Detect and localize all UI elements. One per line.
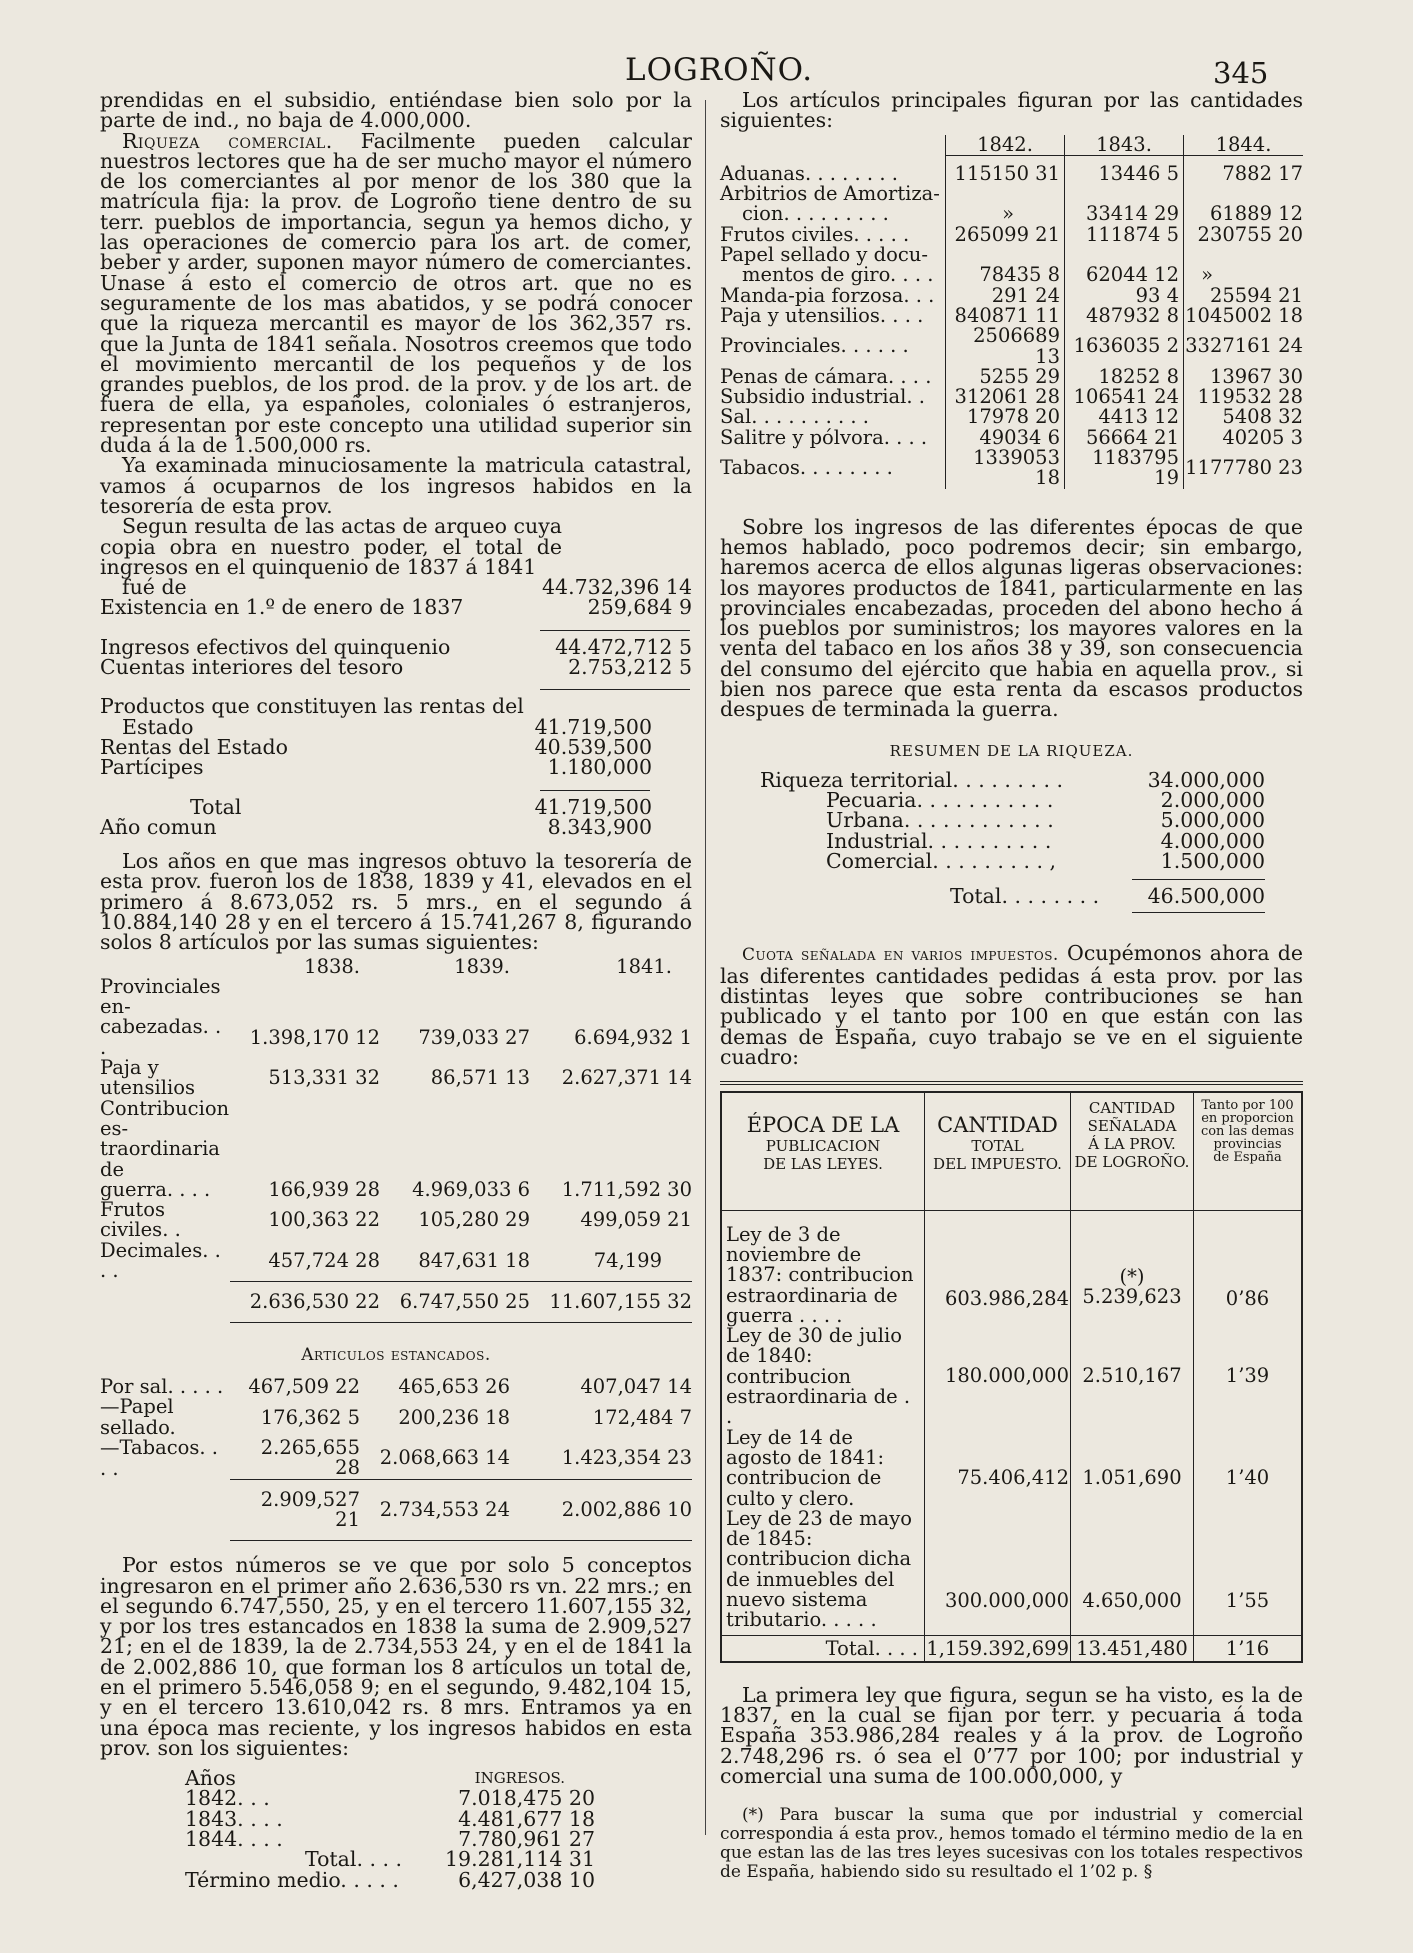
- table-row: Arbitrios de Amortiza-: [720, 184, 1303, 204]
- table-row: —Tabacos. . . . 2.265,655 28 2.068,663 14 1.423,354 23: [100, 1436, 692, 1480]
- table-row: —Papel sellado. 176,362 5 200,236 18 172,484 7: [100, 1395, 692, 1439]
- table-row: Decimales. . . . 457,724 28 847,631 18 74,199: [100, 1238, 662, 1283]
- estancados-table: [100, 1377, 692, 1541]
- ley-row: Ley de 14 de agosto de 1841: contribucion de culto y clero. 75.406,412 1.051,690 1’40: [721, 1428, 1302, 1509]
- estos-numeros-paragraph: Por estos números se ve que por solo 5 conceptos ingresaron en el primer año 2.636,530 rs vn. 22 mrs.; en el segundo 6.747,550, 25, y en el tercero 11.607,155 32, y por los tres estancados en 1838 la suma de 2.909,527 21; en el de 1839, la de 2.734,553 24, y en el de 1841 la de 2.002,886 10, que forman los 8 artículos un total de, en el primero 5.546,058 9; en el segundo, 9.482,104 15, y en el tercero 13.610,042 rs. 8 mrs. Entramos ya en una época mas reciente, y los ingresos habidos en esta prov. son los siguientes:: [100, 1553, 692, 1760]
- years-header: 1842. 1843. 1844.: [720, 135, 1303, 156]
- years-table: [100, 954, 692, 1324]
- acc-row: fué de 44.732,396 14: [122, 575, 692, 600]
- table-row: Salitre y pólvora. . . . 49034 6 56664 21 40205 3: [720, 425, 1303, 449]
- table-row: Término medio. . . . . 6,427,038 10: [185, 1867, 595, 1892]
- acc-row: Productos que constituyen las rentas del: [100, 694, 524, 719]
- acc-row: Existencia en 1.º de enero de 1837 259,684 9: [100, 595, 692, 620]
- rule: [720, 1081, 1303, 1085]
- acc-row: Año comun 8.343,900: [100, 814, 652, 839]
- arqueo-paragraph: Segun resulta de las actas de arqueo cuya copia obra en nuestro poder, el total de ingresos en el quinquenio de 1837 á 1841: [100, 514, 562, 579]
- page-title: LOGROÑO.: [625, 52, 814, 88]
- articulos-table: [720, 132, 1303, 490]
- table-row: Provinciales en-: [100, 974, 221, 1019]
- rule: [1132, 912, 1265, 913]
- total-row: Total. . . . . . . . 46.500,000: [950, 884, 1265, 909]
- table-row: Comercial. . . . . . . . . , 1.500,000: [826, 848, 1265, 873]
- table-row: cabezadas. . . 1.398,170 12 739,033 27 6.694,932 1: [100, 1015, 692, 1059]
- page-number: 345: [1213, 56, 1269, 90]
- years-header: 1838. 1839. 1841.: [304, 954, 672, 978]
- acc-row: Cuentas interiores del tesoro 2.753,212 5: [100, 655, 692, 680]
- observaciones-paragraph: Sobre los ingresos de las diferentes épocas de que hemos hablado, poco podremos decir; sin embargo, haremos acerca de ellos algunas ligeras observaciones: los mayores productos de 1841, particularmente en las provinciales encabezadas, proceden del abono hecho á los pueblos por suministros; los mayores valores en la venta del tabaco en los años 38 y 39, son consecuencia del consumo del ejército que habia en aquella prov., si bien nos parece que esta renta da escasos productos despues de terminada la guerra.: [720, 514, 1303, 722]
- total-row: 2.636,530 22 6.747,550 25 11.607,155 32: [100, 1281, 692, 1322]
- acc-row: Ingresos efectivos del quinquenio 44.472,712 5: [100, 634, 692, 659]
- cuota-paragraph: [720, 943, 1303, 1067]
- table-row: cion. . . . . . . . . » 33414 29 61889 12: [742, 202, 1303, 226]
- ley-row: Ley de 23 de mayo de 1845: contribucion dicha de inmuebles del nuevo sistema tributario. . . . . 300.000,000 4.650,000 1’55: [721, 1509, 1302, 1635]
- ley-row: Ley de 30 de julio de 1840: contribucion estraordinaria de . . 180.000,000 2.510,167 1’39: [721, 1326, 1302, 1427]
- footnote: (*) Para buscar la suma que por industrial y comercial correspondia á esta prov., hemos tomado el término medio de la en que estan las de las tres leyes sucesivas con los totales respectivos de España, habiendo sido su resultado el 1’02 p. §: [720, 1805, 1303, 1883]
- table-row: Frutos civiles. . . . . 265099 21 111874 5 230755 20: [720, 222, 1303, 246]
- ingresos-table: [185, 1768, 595, 1890]
- rule: [1132, 879, 1265, 880]
- table-row: Industrial. . . . . . . . . . 4.000,000: [826, 828, 1265, 853]
- estancados-title: Articulos estancados.: [301, 1345, 491, 1366]
- catastral-paragraph: Ya examinada minuciosamente la matricula catastral, vamos á ocuparnos de los ingresos habidos en la tesorería de esta prov.: [100, 453, 692, 518]
- table-row: 1842. . . 7.018,475 20: [185, 1786, 595, 1811]
- table-row: Sal. . . . . . . . . . 17978 20 4413 12 5408 32: [720, 405, 1303, 429]
- table-row: Penas de cámara. . . . 5255 29 18252 8 13967 30: [720, 364, 1303, 388]
- table-row: 1844. . . . 7.780,961 27: [185, 1827, 595, 1852]
- table-row: Manda-pia forzosa. . . 291 24 93 4 25594 21: [720, 283, 1303, 307]
- acc-row: Total 41.719,500: [190, 794, 652, 819]
- table-row: Urbana. . . . . . . . . . . . 5.000,000: [826, 808, 1265, 833]
- cuota-text: Ocupémonos ahora de las diferentes cantidades pedidas á esta prov. por las distintas leyes que sobre contribuciones se han publicado y el tanto por 100 en que están con las demas de España, cuyo trabajo se ve en el siguiente cuadro:: [720, 941, 1303, 1069]
- left-column: [100, 90, 692, 1890]
- cuota-label: Cuota señalada en varios impuestos.: [742, 945, 1059, 966]
- table-row: Frutos civiles. . 100,363 22 105,280 29 499,059 21: [100, 1198, 692, 1242]
- table-row: Aduanas. . . . . . . . 115150 31 13446 5 7882 17: [720, 155, 1303, 184]
- riqueza-label: Riqueza comercial.: [122, 128, 333, 153]
- table-row: Provinciales. . . . . . 2506689 13 1636035 2 3327161 24: [720, 324, 1303, 368]
- table-row: Subsidio industrial. . 312061 28 106541 24 119532 28: [720, 385, 1303, 409]
- ley-row: Ley de 3 de noviembre de 1837: contribucion estraordinaria de guerra . . . . 603.986,284 (*) 5.239,623 0’86: [721, 1210, 1302, 1326]
- table-row: guerra. . . . 166,939 28 4.969,033 6 1.711,592 30: [100, 1177, 692, 1201]
- table-row: Riqueza territorial. . . . . . . . . 34.000,000: [760, 767, 1265, 792]
- intro-paragraph: prendidas en el subsidio, entiéndase bien solo por la parte de ind., no baja de 4.000,000.: [100, 88, 692, 133]
- resumen-title: RESUMEN DE LA RIQUEZA.: [889, 741, 1134, 760]
- table-row: traordinaria de: [100, 1137, 220, 1181]
- rule: [540, 689, 690, 690]
- table-row: Total. . . . 19.281,114 31: [305, 1847, 595, 1872]
- leyes-table: [720, 1091, 1303, 1662]
- table-row: Papel sellado y docu-: [720, 245, 1303, 265]
- ingresos-header: Años INGRESOS.: [185, 1766, 565, 1791]
- leyes-total-row: Total. . . . 1,159.392,699 13.451,480 1’16: [721, 1635, 1302, 1662]
- total-row: 2.909,527 21 2.734,553 24 2.002,886 10: [100, 1479, 692, 1541]
- rule: [540, 790, 650, 791]
- accounts-block: [100, 577, 692, 837]
- rule: [540, 630, 690, 631]
- table-row: mentos de giro. . . . 78435 8 62044 12 »: [720, 265, 1303, 285]
- table-row: Contribucion es-: [100, 1096, 230, 1140]
- riqueza-paragraph: [100, 128, 692, 458]
- primera-ley-paragraph: La primera ley que figura, segun se ha visto, es la de 1837, en la cual se fijan por terr. y pecuaria á toda España 353.986,284 reales y á la prov. de Logroño 2.748,296 rs. ó sea el 0’77 por 100; por industrial y comercial una suma de 100.000,000, y: [720, 1682, 1303, 1788]
- acc-row: Partícipes 1.180,000: [100, 755, 652, 780]
- table-row: Paja y utensilios. . . . 840871 11 487932 8 1045002 18: [720, 303, 1303, 327]
- years-paragraph: Los años en que mas ingresos obtuvo la tesorería de esta prov. fueron los de 1838, 1839 y 41, elevados en el primero á 8.673,052 rs. 5 mrs., en el segundo á 10.884,140 28 y en el tercero á 15.741,267 8, figurando solos 8 artículos por las sumas siguientes:: [100, 849, 692, 955]
- leyes-header: ÉPOCA DE LA PUBLICACION DE LAS LEYES. CANTIDAD TOTAL DEL IMPUESTO. CANTIDAD SEÑALADA Á LA PROV. DE LOGROÑO. Tanto por 100 en proporcion con las demas provincias de España: [721, 1092, 1302, 1210]
- column-divider: [705, 100, 706, 1835]
- table-row: 1843. . . . 4.481,677 18: [185, 1806, 595, 1831]
- resumen-table: [720, 767, 1265, 914]
- right-column: [720, 90, 1303, 1882]
- acc-row: Rentas del Estado 40.539,500: [100, 734, 652, 759]
- riqueza-text: Facilmente pueden calcular nuestros lectores que ha de ser mucho mayor el número de los comerciantes al por menor de los 380 que la matrícula fija: la prov. de Logroño tiene dentro de su terr. pueblos de importancia, segun ya hemos dicho, y las operaciones de comercio para los art. de comer, beber y arder, suponen mayor número de comerciantes. Unase á esto el comercio de otros art. que no es seguramente de los mas abatidos, y se podrá conocer que la riqueza mercantil es mayor de los 362,357 rs. que la Junta de 1841 señala. Nosotros creemos que todo el movimiento mercantil de los pequeños y de los grandes pueblos, de los prod. de la prov. y de los art. de fuera de ella, ya españoles, coloniales ó estranjeros, representan por este concepto una utilidad superior sin duda á la de 1.500,000 rs.: [100, 128, 692, 458]
- table-row: Por sal. . . . . 467,509 22 465,653 26 407,047 14: [100, 1375, 692, 1399]
- table-row: Tabacos. . . . . . . . 1339053 18 1183795 19 1177780 23: [720, 446, 1303, 490]
- articulos-intro: Los artículos principales figuran por las cantidades siguientes:: [720, 88, 1303, 133]
- table-row: Paja y utensilios 513,331 32 86,571 13 2.627,371 14: [100, 1056, 692, 1100]
- table-row: Pecuaria. . . . . . . . . . . 2.000,000: [826, 787, 1265, 812]
- acc-row: Estado 41.719,500: [122, 714, 652, 739]
